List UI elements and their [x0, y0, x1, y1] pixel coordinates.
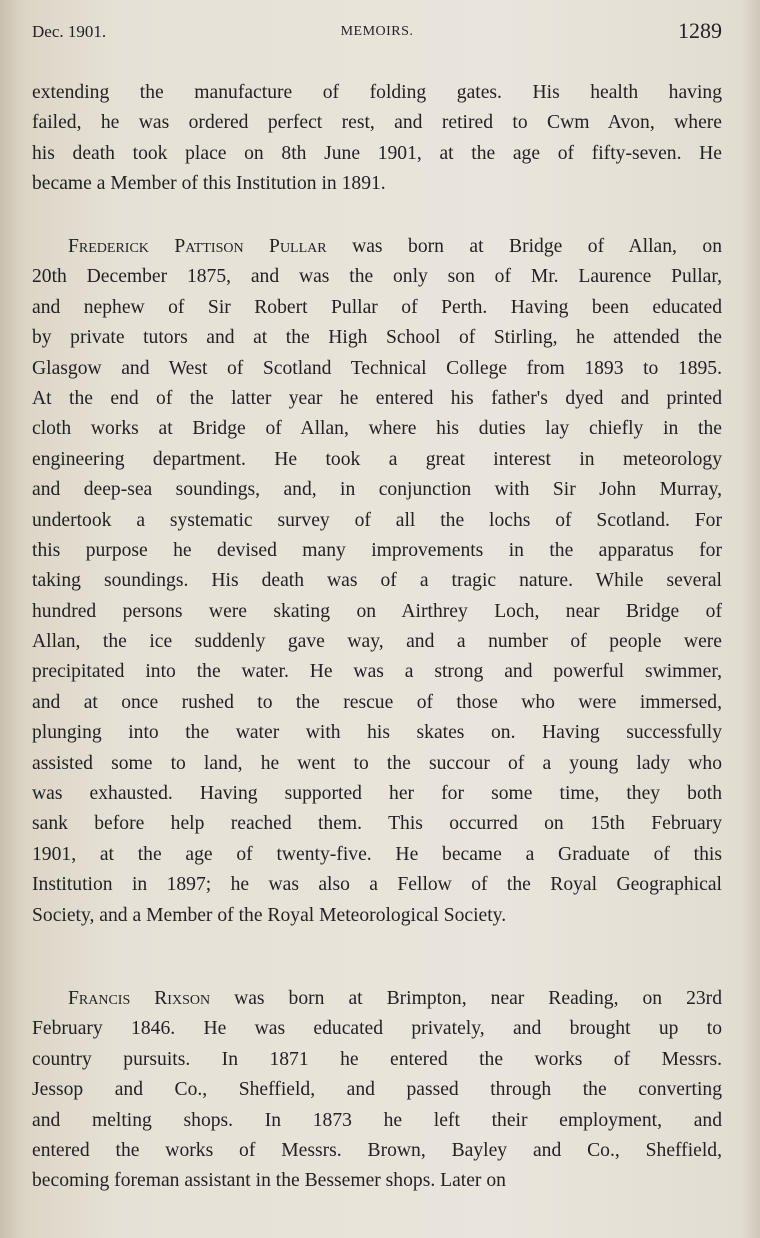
line-text: 20th December 1875, and was the only son of Mr. Laurence Pullar,: [32, 266, 722, 288]
text-line: [32, 901, 722, 931]
line-text: plunging into the water with his skates on. Having successfully: [32, 722, 722, 744]
line-text: his death took place on 8th June 1901, at the age of fifty-seven. He: [32, 142, 722, 164]
text-line: [32, 1014, 722, 1044]
line-text: Allan, the ice suddenly gave way, and a number of people were: [32, 631, 722, 653]
line-text: hundred persons were skating on Airthrey Loch, near Bridge of: [32, 600, 722, 622]
text-line: [32, 323, 722, 353]
line-text: and deep-sea soundings, and, in conjunction with Sir John Murray,: [32, 479, 722, 501]
running-header: [32, 18, 722, 48]
line-text: entered the works of Messrs. Brown, Bayley and Co., Sheffield,: [32, 1139, 722, 1161]
line-text: taking soundings. His death was of a tragic nature. While several: [32, 570, 722, 592]
page-number: 1289: [678, 18, 722, 43]
text-line: [32, 108, 722, 138]
text-line: [32, 984, 722, 1014]
text-line: [32, 1106, 722, 1136]
text-line: [32, 840, 722, 870]
text-line: [32, 688, 722, 718]
text-line: [32, 169, 722, 199]
text-line: [32, 293, 722, 323]
line-text: becoming foreman assistant in the Bessemer shops. Later on: [32, 1170, 506, 1192]
text-line: [32, 566, 722, 596]
line-text: and nephew of Sir Robert Pullar of Perth. Having been educated: [32, 296, 722, 318]
text-line: [32, 809, 722, 839]
line-text: extending the manufacture of folding gates. His health having: [32, 82, 722, 103]
text-line: [32, 414, 722, 444]
text-line: [32, 1075, 722, 1105]
text-line: [32, 627, 722, 657]
text-line: [32, 597, 722, 627]
memoir-rixson: [32, 984, 722, 1197]
text-line: [32, 657, 722, 687]
header-date: Dec. 1901.: [32, 22, 107, 41]
line-text: was born at Brimpton, near Reading, on 23rd: [210, 988, 722, 1009]
header-section-title: MEMOIRS.: [340, 24, 414, 39]
line-text: February 1846. He was educated privately, and brought up to: [32, 1018, 722, 1040]
line-text: engineering department. He took a great interest in meteorology: [32, 448, 722, 470]
line-text: by private tutors and at the High School of Stirling, he attended the: [32, 327, 722, 349]
text-line: [32, 1045, 722, 1075]
text-line: [32, 232, 722, 262]
text-line: [32, 536, 722, 566]
text-line: [32, 779, 722, 809]
text-line: [32, 445, 722, 475]
paragraph-continuation: [32, 78, 722, 200]
line-text: was born at Bridge of Allan, on: [326, 236, 722, 257]
line-text: and melting shops. In 1873 he left their employment, and: [32, 1109, 722, 1131]
text-line: [32, 262, 722, 292]
line-text: precipitated into the water. He was a strong and powerful swimmer,: [32, 661, 722, 683]
memoir-name: Frederick Pattison Pullar: [68, 236, 327, 257]
line-text: assisted some to land, he went to the succour of a young lady who: [32, 752, 722, 774]
memoir-name: Francis Rixson: [68, 988, 211, 1009]
line-text: country pursuits. In 1871 he entered the works of Messrs.: [32, 1048, 722, 1070]
line-text: sank before help reached them. This occurred on 15th February: [32, 813, 722, 835]
line-text: became a Member of this Institution in 1891.: [32, 173, 386, 195]
text-line: [32, 1136, 722, 1166]
text-line: [32, 870, 722, 900]
text-line: [32, 506, 722, 536]
line-text: undertook a systematic survey of all the lochs of Scotland. For: [32, 509, 722, 531]
memoir-pullar: [32, 232, 722, 931]
line-text: cloth works at Bridge of Allan, where his duties lay chiefly in the: [32, 418, 722, 440]
line-text: Institution in 1897; he was also a Fellow of the Royal Geographical: [32, 874, 722, 896]
text-line: [32, 384, 722, 414]
text-line: [32, 1166, 722, 1196]
line-text: and at once rushed to the rescue of those who were immersed,: [32, 691, 722, 713]
text-line: [32, 749, 722, 779]
line-text: failed, he was ordered perfect rest, and retired to Cwm Avon, where: [32, 112, 722, 134]
text-line: [32, 139, 722, 169]
text-line: [32, 78, 722, 108]
text-line: [32, 718, 722, 748]
line-text: was exhausted. Having supported her for some time, they both: [32, 783, 722, 805]
line-text: At the end of the latter year he entered his father's dyed and printed: [32, 387, 722, 409]
line-text: Jessop and Co., Sheffield, and passed through the converting: [32, 1079, 722, 1101]
text-line: [32, 475, 722, 505]
text-line: [32, 354, 722, 384]
line-text: 1901, at the age of twenty-five. He became a Graduate of this: [32, 843, 722, 865]
line-text: Society, and a Member of the Royal Meteorological Society.: [32, 904, 507, 926]
line-text: this purpose he devised many improvements in the apparatus for: [32, 539, 722, 561]
line-text: Glasgow and West of Scotland Technical College from 1893 to 1895.: [32, 357, 722, 379]
